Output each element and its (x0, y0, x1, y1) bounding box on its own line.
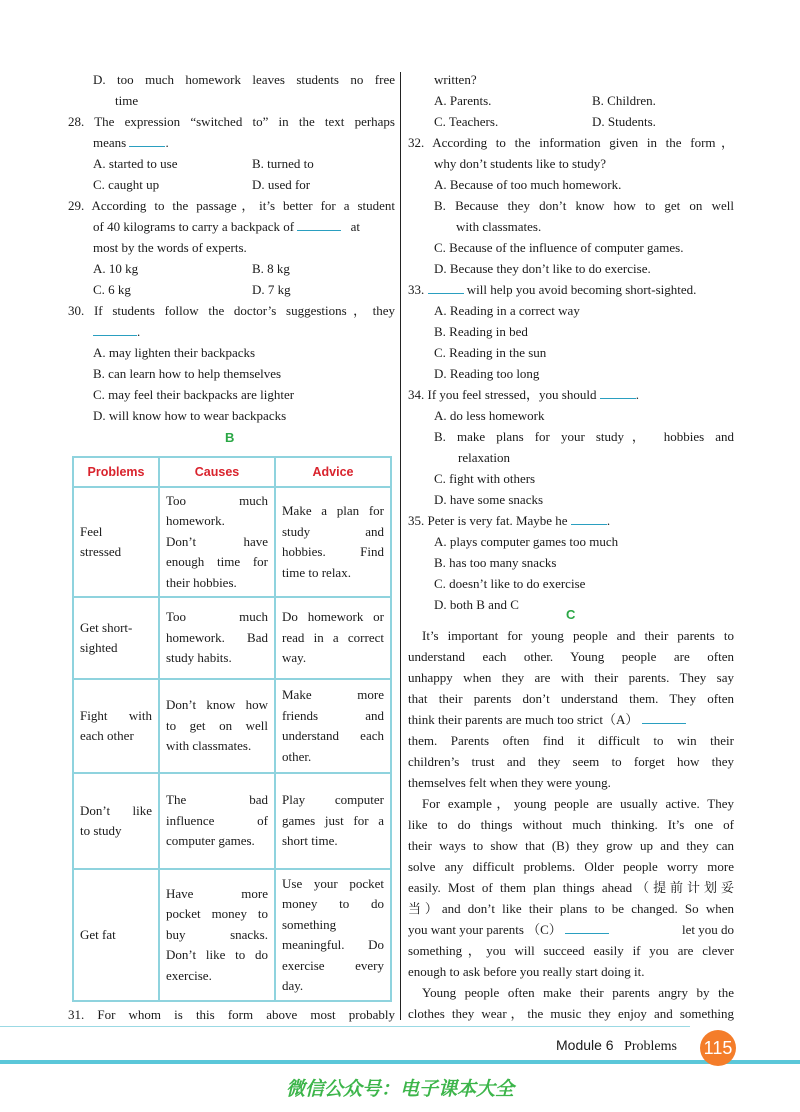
cause-cell: The bad influence of computer games. (159, 773, 275, 869)
advice-cell: Make a plan for study and hobbies. Find time to relax. (275, 487, 391, 597)
footer-rule (0, 1060, 800, 1064)
q33-option-d[interactable]: D. Reading too long (434, 366, 540, 381)
advice-cell: Play computer games just for a short time. (275, 773, 391, 869)
q34-option-a[interactable]: A. do less homework (434, 408, 545, 423)
problems-form-table (72, 456, 392, 1002)
q29-stem-cont: of 40 kilograms to carry a backpack of at (93, 219, 360, 234)
q31-stem: 31. For whom is this form above most probably (68, 1007, 395, 1022)
q34-option-c[interactable]: C. fight with others (434, 471, 536, 486)
advice-cell: Make more friends and understand each other. (275, 679, 391, 773)
q32-option-d[interactable]: D. Because they don’t like to do exercise. (434, 261, 651, 276)
cause-cell: Too much homework. Don’t have enough time for their hobbies. (159, 487, 275, 597)
advice-cell: Do homework or read in a correct way. (275, 597, 391, 679)
q31-option-d[interactable]: D. Students. (592, 114, 656, 129)
q33-stem: 33. will help you avoid becoming short-sighted. (408, 282, 697, 297)
page-number-badge: 115 (700, 1030, 736, 1066)
passage-line: children’s trust and they seem to forget how they (408, 754, 734, 769)
q35-option-a[interactable]: A. plays computer games too much (434, 534, 619, 549)
q35-option-d[interactable]: D. both B and C (434, 597, 519, 612)
q30-option-a[interactable]: A. may lighten their backpacks (93, 345, 256, 360)
watermark: 微信公众号：电子课本大全 (285, 1078, 514, 1100)
table-row (73, 679, 391, 773)
q28-option-d[interactable]: D. used for (252, 177, 311, 192)
table-row (73, 597, 391, 679)
section-b-heading: B (225, 430, 235, 445)
q32-option-a[interactable]: A. Because of too much homework. (434, 177, 622, 192)
passage-line: solve any difficult problems. Older people worry more (408, 859, 734, 874)
q28-option-a[interactable]: A. started to use (93, 156, 178, 171)
q30-option-d[interactable]: D. will know how to wear backpacks (93, 408, 287, 423)
q35-option-c[interactable]: C. doesn’t like to do exercise (434, 576, 586, 591)
cause-cell: Too much homework. Bad study habits. (159, 597, 275, 679)
q34-option-b-cont: relaxation (458, 450, 510, 465)
q34-option-d[interactable]: D. have some snacks (434, 492, 544, 507)
passage-line: For example，young people are usually active. They (422, 796, 734, 811)
passage-line: enough to ask before you really start doing it. (408, 964, 645, 979)
passage-line: like to do things without much thinking. It’s one of (408, 817, 734, 832)
problem-cell: Get short- sighted (73, 597, 159, 679)
q31-stem-cont: written? (434, 72, 477, 87)
q29-option-a[interactable]: A. 10 kg (93, 261, 139, 276)
passage-line: them. Parents often find it difficult to win their (408, 733, 734, 748)
q30-option-c[interactable]: C. may feel their backpacks are lighter (93, 387, 295, 402)
header-problems: Problems (73, 457, 159, 487)
table-header-row (73, 457, 391, 487)
q32-option-b[interactable]: B. Because they don’t know how to get on well (434, 198, 734, 213)
passage-line: 当）and don’t like their plans to be changed. So when (408, 901, 734, 916)
q33-option-b[interactable]: B. Reading in bed (434, 324, 528, 339)
q29-option-d[interactable]: D. 7 kg (252, 282, 291, 297)
passage-line: themselves felt when they were young. (408, 775, 611, 790)
passage-line: something，you will succeed easily if you are clever (408, 943, 734, 958)
problem-cell: Fight with each other (73, 679, 159, 773)
q34-option-b[interactable]: B. make plans for your study， hobbies and (434, 429, 734, 444)
q31-option-a[interactable]: A. Parents. (434, 93, 492, 108)
q29-option-b[interactable]: B. 8 kg (252, 261, 290, 276)
header-causes: Causes (159, 457, 275, 487)
passage-line: their ways to show that (B) they grow up and they can (408, 838, 734, 853)
section-c-heading: C (566, 607, 576, 622)
passage-line: understand each other. Young people are often (408, 649, 734, 664)
q30-option-b[interactable]: B. can learn how to help themselves (93, 366, 282, 381)
column-divider (400, 72, 401, 1020)
problem-cell: Don’t like to study (73, 773, 159, 869)
passage-line: unhappy when they are with their parents. They say (408, 670, 734, 685)
q33-option-a[interactable]: A. Reading in a correct way (434, 303, 580, 318)
q32-stem: 32. According to the information given in the form， (408, 135, 734, 150)
passage-line: easily. Most of them plan things ahead（提前计划妥 (408, 880, 734, 895)
passage-line: clothes they wear，the music they enjoy and something (408, 1006, 734, 1021)
q35-stem: 35. Peter is very fat. Maybe he . (408, 513, 611, 528)
cause-cell: Don’t know how to get on well with classmates. (159, 679, 275, 773)
q31-option-b[interactable]: B. Children. (592, 93, 656, 108)
q33-option-c[interactable]: C. Reading in the sun (434, 345, 547, 360)
problem-cell: Feel stressed (73, 487, 159, 597)
q28-stem: 28. The expression “switched to” in the text perhaps (68, 114, 395, 129)
table-row (73, 869, 391, 1001)
table-row (73, 487, 391, 597)
q30-stem: 30. If students follow the doctor’s suggestions，they (68, 303, 395, 318)
q29-option-c[interactable]: C. 6 kg (93, 282, 131, 297)
q28-option-c[interactable]: C. caught up (93, 177, 160, 192)
passage-line: think their parents are much too strict（A） (408, 711, 686, 729)
q29-stem: 29. According to the passage，it’s better for a student (68, 198, 395, 213)
q32-stem-cont: why don’t students like to study? (434, 156, 607, 171)
module-title: Module 6 Problems (556, 1037, 677, 1054)
q27-option-d: D. too much homework leaves students no free (93, 72, 395, 87)
footer-rule-thin (0, 1026, 690, 1027)
passage-line: It’s important for young people and their parents to (422, 628, 734, 643)
q31-option-c[interactable]: C. Teachers. (434, 114, 499, 129)
q30-blank: . (93, 323, 140, 341)
q34-stem: 34. If you feel stressed，you should . (408, 387, 639, 402)
advice-cell: Use your pocket money to do something meaningful. Do exercise every day. (275, 869, 391, 1001)
header-advice: Advice (275, 457, 391, 487)
q32-option-c[interactable]: C. Because of the influence of computer games. (434, 240, 684, 255)
q35-option-b[interactable]: B. has too many snacks (434, 555, 557, 570)
q27-option-d-cont: time (115, 93, 139, 108)
q32-option-b-cont: with classmates. (456, 219, 542, 234)
passage-line: you want your parents （C） let you do (408, 922, 734, 937)
problem-cell: Get fat (73, 869, 159, 1001)
q28-option-b[interactable]: B. turned to (252, 156, 314, 171)
table-row (73, 773, 391, 869)
passage-line: Young people often make their parents angry by the (422, 985, 734, 1000)
passage-line: that their parents don’t understand them. They often (408, 691, 734, 706)
cause-cell: Have more pocket money to buy snacks. Don’t like to do exercise. (159, 869, 275, 1001)
q29-stem-end: most by the words of experts. (93, 240, 247, 255)
q28-stem-cont: means . (93, 135, 169, 150)
